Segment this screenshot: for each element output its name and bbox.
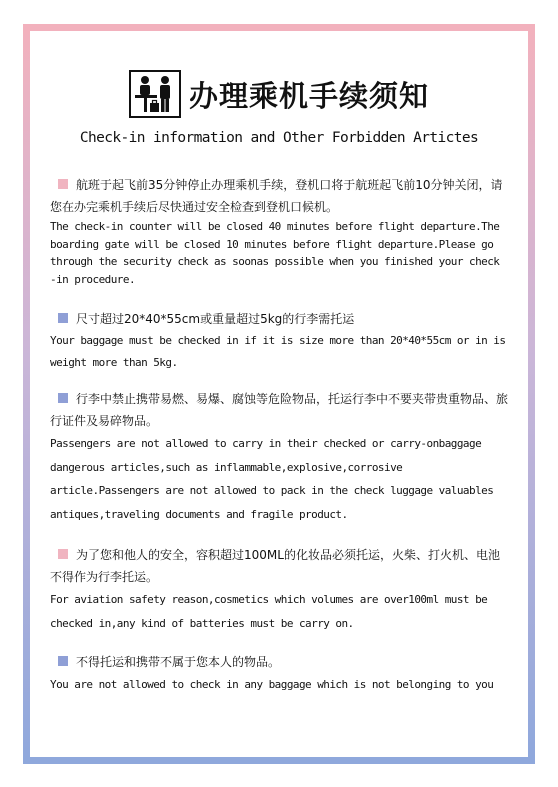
page-title: 办理乘机手续须知 (188, 78, 429, 113)
notice-section (50, 308, 510, 374)
notice-zh-text: 航班于起飞前35分钟停止办理乘机手续，登机口将于航班起飞前10分钟关闭，请您在办完乘机手续后尽快通过安全检查到登机口候机。 (50, 178, 503, 214)
notice-en: Passengers are not allowed to carry in their checked or carry-onbaggage dangerous articles,such as inflammable,explosive,corrosive article.Passengers are not allowed to pack in the check luggage valuables antiques,traveling documents and fragile product. (50, 437, 494, 521)
notice-section (50, 651, 510, 697)
notice-zh-text: 不得托运和携带不属于您本人的物品。 (76, 655, 281, 669)
notice-zh (50, 651, 510, 673)
notice-zh-text: 尺寸超过20*40*55cm或重量超过5kg的行李需托运 (76, 312, 355, 326)
blue-square-bullet (58, 393, 68, 403)
pink-square-bullet (58, 549, 68, 559)
page-subtitle: Check-in information and Other Forbidden Artictes (79, 130, 479, 146)
notice-en: For aviation safety reason,cosmetics which volumes are over100ml must be checked in,any kind of batteries must be carry on. (50, 593, 488, 630)
notice-section (50, 174, 510, 288)
check-in-counter-icon (129, 70, 181, 118)
pink-square-bullet (58, 179, 68, 189)
notice-zh (50, 308, 510, 330)
content (50, 174, 510, 697)
notice-zh (50, 544, 510, 588)
blue-square-bullet (58, 313, 68, 323)
notice-en: You are not allowed to check in any baggage which is not belonging to you (50, 678, 494, 691)
header (0, 70, 558, 146)
notice-zh-text: 为了您和他人的安全，容积超过100ML的化妆品必须托运，火柴、打火机、电池不得作为行李托运。 (50, 548, 500, 584)
notice-zh (50, 174, 510, 218)
notice-section (50, 388, 510, 526)
notice-en: Your baggage must be checked in if it is size more than 20*40*55cm or in is weight more than 5kg. (50, 334, 506, 369)
title-row (0, 70, 558, 118)
notice-en: The check-in counter will be closed 40 minutes before flight departure.The boarding gate will be closed 10 minutes before flight departure.Please go through the security check as soonas possible when you finished your check -in procedure. (50, 220, 500, 286)
notice-section (50, 544, 510, 635)
notice-zh (50, 388, 510, 432)
blue-square-bullet (58, 656, 68, 666)
notice-zh-text: 行李中禁止携带易燃、易爆、腐蚀等危险物品，托运行李中不要夹带贵重物品、旅行证件及易碎物品。 (50, 392, 509, 428)
